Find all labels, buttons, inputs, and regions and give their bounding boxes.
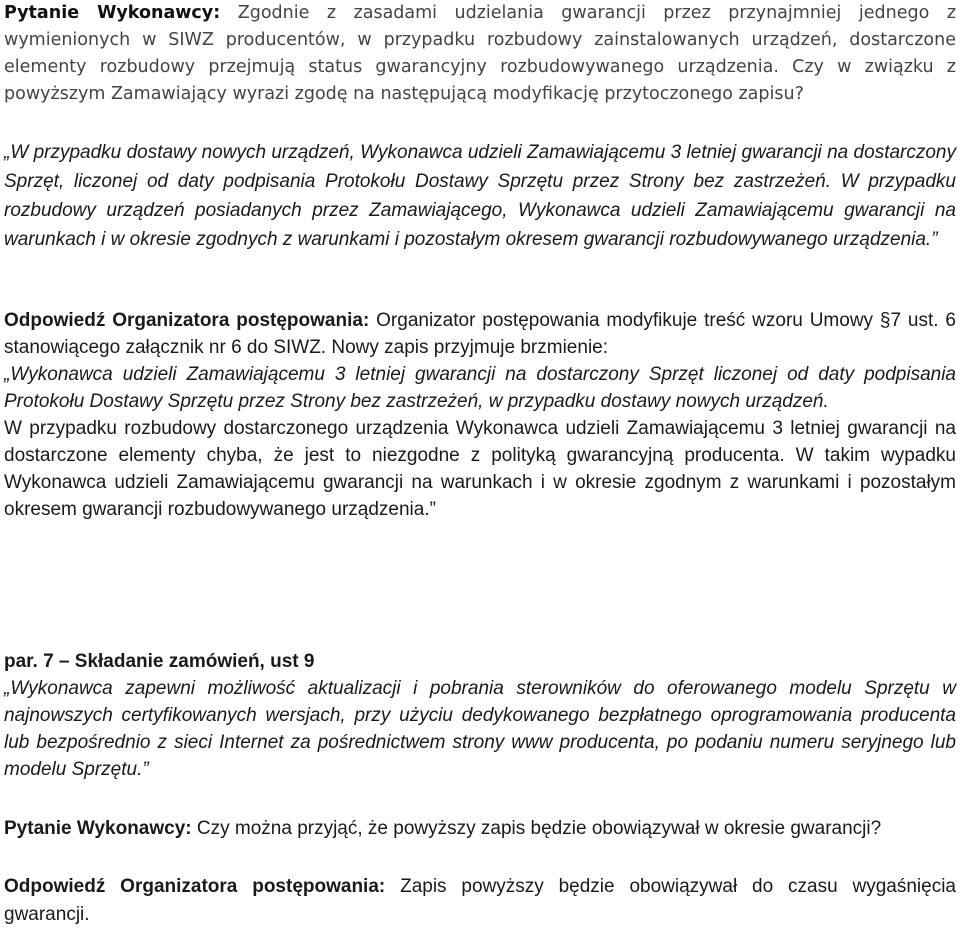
answer-2-text: Zapis powyższy będzie obowiązywał do czasu wygaśnięcia gwarancji. [4,876,956,925]
answer-1-label: Odpowiedź Organizatora postępowania: [4,310,370,331]
quoted-clause-1: „W przypadku dostawy nowych urządzeń, Wykonawca udzieli Zamawiającemu 3 letniej gwarancji na dostarczony Sprzęt, liczonej od daty podpisania Protokołu Dostawy Sprzętu przez Strony bez zastrzeżeń. W przypadku rozbudowy urządzeń posiadanych przez Zamawiającego, Wykonawca udzieli Zamawiającemu gwarancji na warunkach i w okresie zgodnych z warunkami i pozostałym okresem gwarancji rozbudowywanego urządzenia.” [4,142,956,250]
answer-2-label: Odpowiedź Organizatora postępowania: [4,876,386,897]
question-1 [4,0,956,108]
answer-2 [4,873,956,929]
answer-1-intro [4,307,956,361]
question-1-label: Pytanie Wykonawcy: [4,3,221,23]
paragraph-7-quote: „Wykonawca zapewni możliwość aktualizacji i pobrania sterowników do oferowanego modelu Sprzętu w najnowszych certyfikowanych wersjach, przy użyciu dedykowanego bezpłatnego oprogramowania producenta lub bezpośrednio z sieci Internet za pośrednictwem strony www producenta, po podaniu numeru seryjnego lub modelu Sprzętu.” [4,678,956,780]
paragraph-7-heading-text: par. 7 – Składanie zamówień, ust 9 [4,651,315,672]
paragraph-7-heading [4,648,956,675]
answer-1 [4,307,956,523]
question-2-text: Czy można przyjąć, że powyższy zapis będzie obowiązywał w okresie gwarancji? [191,818,882,839]
question-2 [4,815,956,842]
question-2-label: Pytanie Wykonawcy: [4,818,192,839]
question-1-text: Zgodnie z zasadami udzielania gwarancji przez przynajmniej jednego z wymienionych w SIWZ producentów, w przypadku rozbudowy zainstalowanych urządzeń, dostarczone elementy rozbudowy przejmują status gwarancyjny rozbudowywanego urządzenia. Czy w związku z powyższym Zamawiający wyrazi zgodę na następującą modyfikację przytoczonego zapisu? [4,3,956,104]
paragraph-7 [4,648,956,783]
answer-1-quote-continued: W przypadku rozbudowy dostarczonego urządzenia Wykonawca udzieli Zamawiającemu 3 letniej gwarancji na dostarczone elementy chyba, że jest to niezgodne z polityką gwarancyjną producenta. W takim wypadku Wykonawca udzieli Zamawiającemu gwarancji na warunkach i w okresie zgodnym z warunkami i pozostałym okresem gwarancji rozbudowywanego urządzenia.” [4,418,956,520]
answer-1-text: Organizator postępowania modyfikuje treść wzoru Umowy §7 ust. 6 stanowiącego załącznik nr 6 do SIWZ. Nowy zapis przyjmuje brzmienie: [4,310,956,358]
answer-1-quote: „Wykonawca udzieli Zamawiającemu 3 letniej gwarancji na dostarczony Sprzęt liczonej od daty podpisania Protokołu Dostawy Sprzętu przez Strony bez zastrzeżeń, w przypadku dostawy nowych urządzeń. [4,364,956,412]
